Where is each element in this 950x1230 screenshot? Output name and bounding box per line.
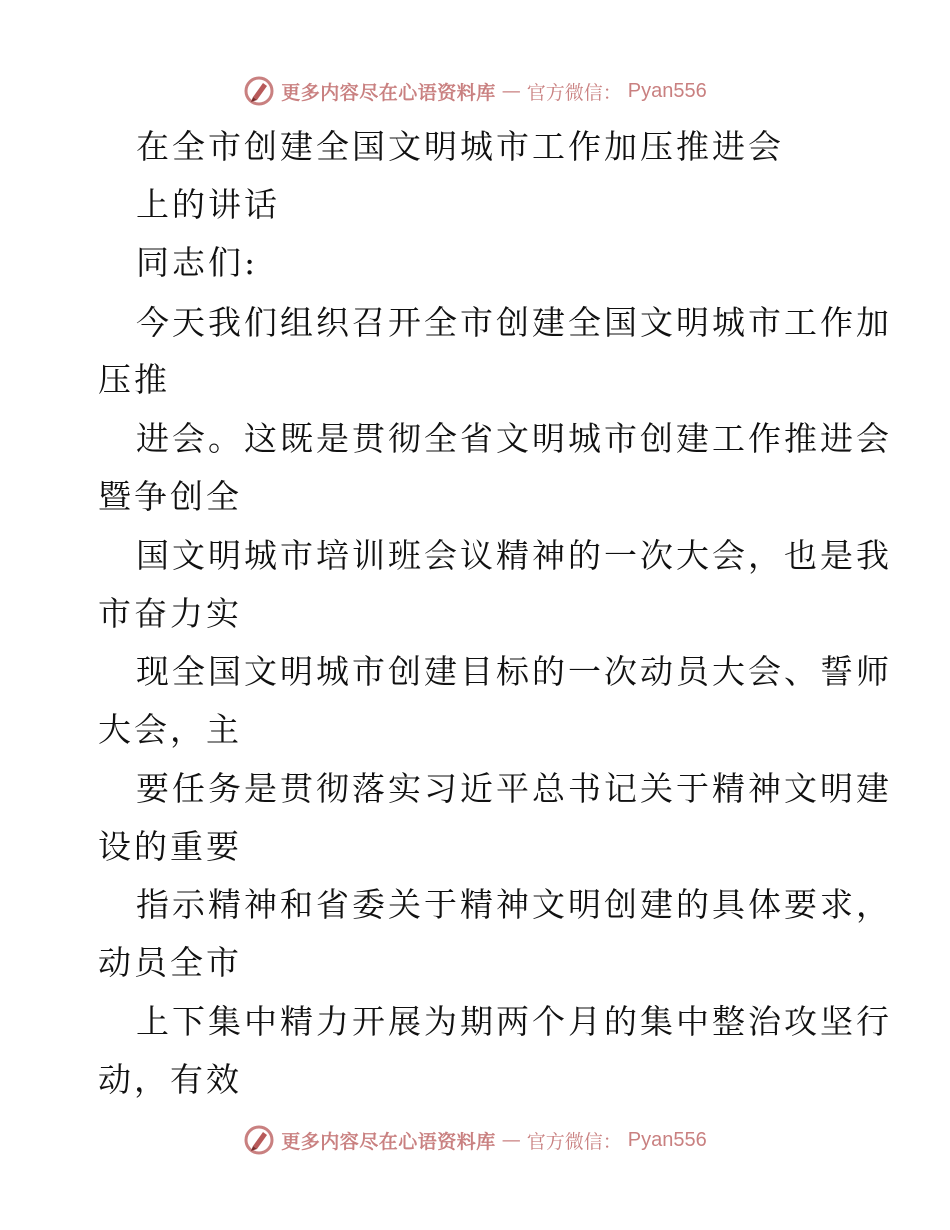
watermark-text: 更多内容尽在心语资料库 (281, 81, 496, 104)
body-line: 今天我们组织召开全市创建全国文明城市工作加 (136, 303, 892, 342)
body-line: 要任务是贯彻落实习近平总书记关于精神文明建 (136, 769, 892, 808)
body-line: 动，有效 (98, 1060, 242, 1099)
watermark-dash: — (501, 80, 521, 102)
wechat-id: Pyan556 (627, 79, 707, 102)
body-line: 设的重要 (98, 827, 242, 866)
body-line: 现全国文明城市创建目标的一次动员大会、誓师 (136, 652, 892, 691)
body-line: 上下集中精力开展为期两个月的集中整治攻坚行 (136, 1002, 892, 1041)
wechat-id: Pyan556 (627, 1128, 707, 1151)
body-line: 国文明城市培训班会议精神的一次大会，也是我 (136, 536, 892, 575)
title-line-1: 在全市创建全国文明城市工作加压推进会 (136, 127, 784, 166)
body-line: 指示精神和省委关于精神文明创建的具体要求， (136, 885, 892, 924)
pen-logo-icon (243, 1124, 275, 1156)
title-line-2: 上的讲话 (136, 185, 280, 224)
wechat-label: 官方微信： (526, 1130, 622, 1153)
wechat-label: 官方微信： (526, 81, 622, 104)
salutation: 同志们: (136, 243, 259, 282)
watermark-text: 更多内容尽在心语资料库 (281, 1130, 496, 1153)
body-line: 大会，主 (98, 710, 242, 749)
watermark-dash: — (501, 1129, 521, 1151)
header-watermark (0, 71, 950, 111)
footer-watermark (0, 1120, 950, 1160)
pen-logo-icon (243, 75, 275, 107)
body-line: 压推 (98, 360, 170, 399)
body-line: 进会。这既是贯彻全省文明城市创建工作推进会 (136, 419, 892, 458)
body-line: 市奋力实 (98, 594, 242, 633)
body-line: 暨争创全 (98, 477, 242, 516)
body-line: 动员全市 (98, 943, 242, 982)
